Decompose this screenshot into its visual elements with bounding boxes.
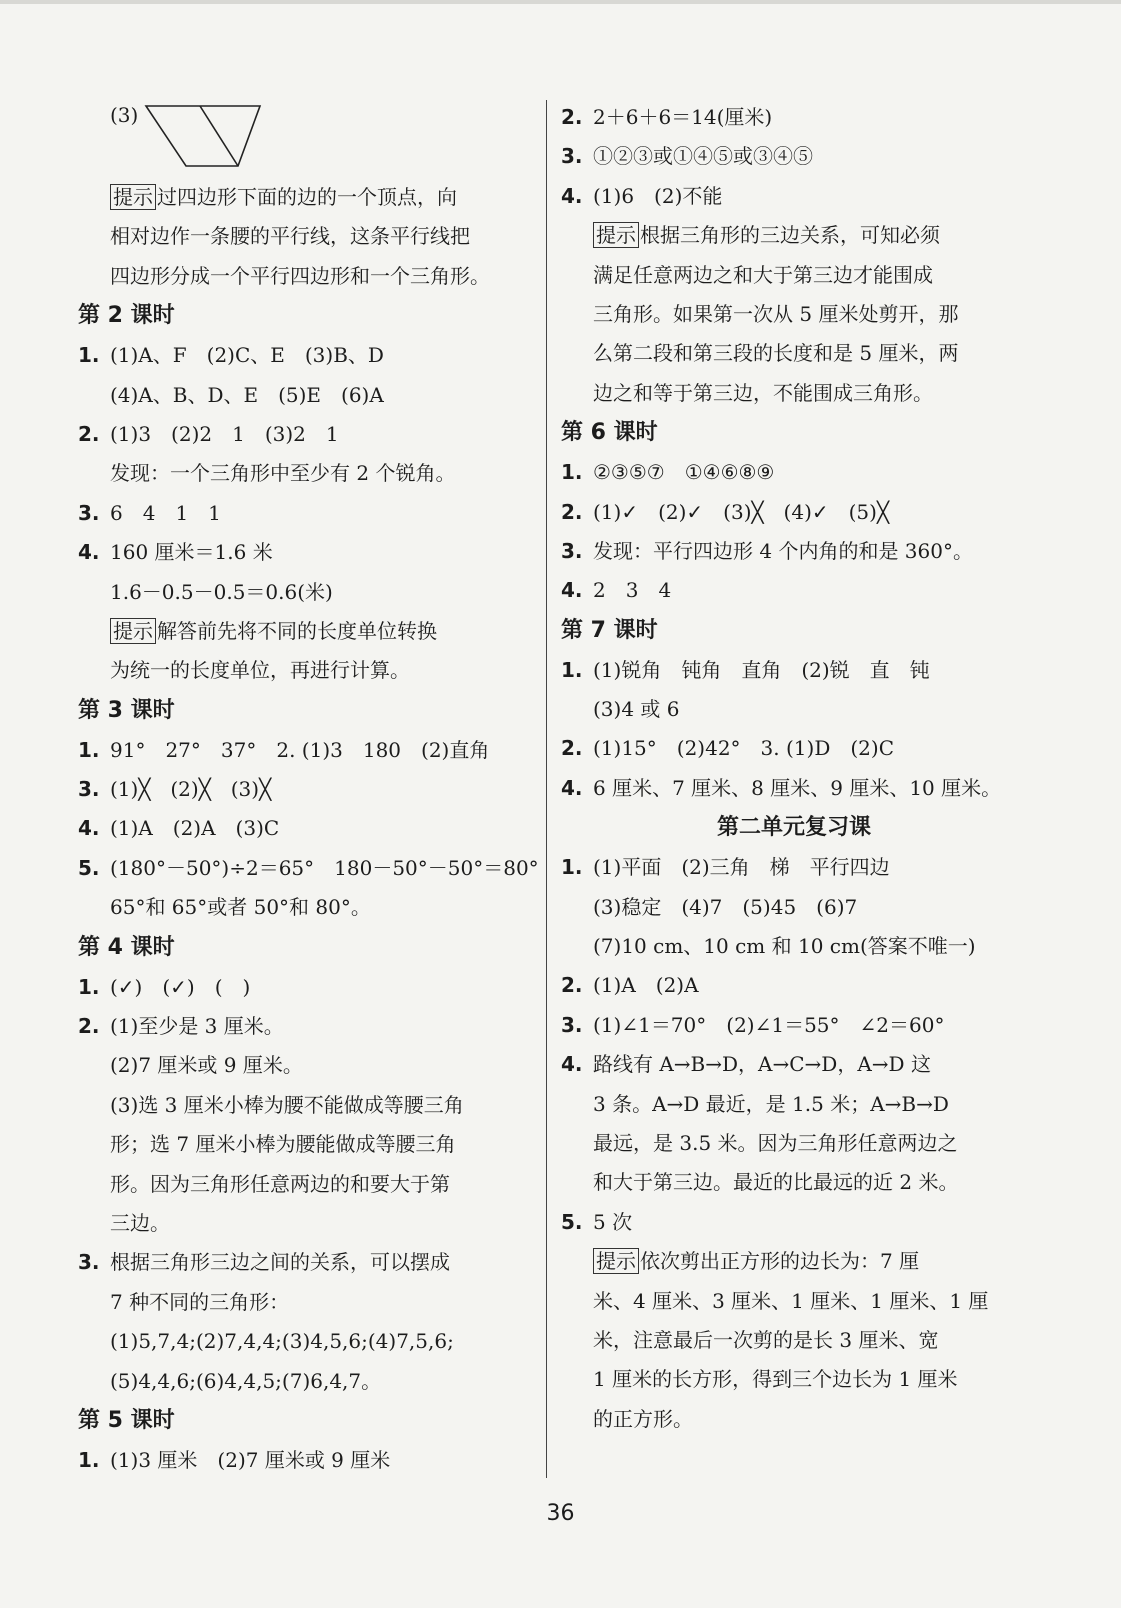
item-number: 4.	[78, 816, 100, 841]
item-number: 4.	[78, 540, 100, 565]
item-number: 4.	[561, 1052, 583, 1077]
answer-text: (1)平面 (2)三角 梯 平行四边	[593, 855, 890, 880]
answer-text: 2＋6＋6＝14(厘米)	[593, 105, 773, 129]
scan-top-edge	[0, 0, 1121, 4]
item-number: 2.	[78, 421, 100, 446]
answer-text: 发现：一个三角形中至少有 2 个锐角。	[110, 461, 456, 486]
item-number: 3.	[561, 538, 583, 563]
section-heading: 第 4 课时	[78, 934, 175, 960]
answer-line	[78, 1243, 538, 1282]
answer-line	[78, 1322, 538, 1361]
answer-text: 7 种不同的三角形：	[110, 1289, 290, 1314]
hint-line	[561, 1242, 1019, 1281]
item-number: 1.	[78, 974, 100, 999]
answer-text: (5)4,4,6;(6)4,4,5;(7)6,4,7。	[110, 1368, 382, 1393]
answer-line	[78, 1086, 538, 1125]
answer-line	[78, 849, 538, 888]
answer-line	[561, 493, 1019, 532]
answer-line	[78, 809, 538, 848]
review-heading: 第二单元复习课	[716, 815, 871, 841]
answer-line	[78, 1165, 538, 1204]
answer-text: (2)7 厘米或 9 厘米。	[110, 1053, 303, 1078]
answer-text: (1)A (2)A	[593, 973, 699, 998]
answer-line	[561, 690, 1019, 729]
item-number: 3.	[561, 144, 583, 169]
tip-label: 提示	[110, 618, 156, 644]
answer-line	[78, 573, 538, 612]
answer-text: 过四边形下面的边的一个顶点，向	[157, 185, 457, 209]
answer-text: (✓) (✓) ( )	[110, 974, 251, 999]
answer-text: 6 4 1 1	[110, 500, 221, 525]
answer-line	[78, 533, 538, 572]
answer-line	[78, 1204, 538, 1243]
answer-text: 91° 27° 37° 2. (1)3 180 (2)直角	[110, 737, 490, 762]
answer-line	[561, 137, 1019, 176]
answer-text: (1)✓ (2)✓ (3)╳ (4)✓ (5)╳	[593, 499, 890, 524]
answer-text: 解答前先将不同的长度单位转换	[157, 618, 437, 643]
item-number: 2.	[78, 1014, 100, 1039]
hint-line: 米、4 厘米、3 厘米、1 厘米、1 厘米、1 厘	[593, 1288, 989, 1313]
answer-line	[78, 968, 538, 1007]
item-number: 2.	[561, 105, 583, 129]
item-number: 3.	[78, 1250, 100, 1275]
answer-line	[561, 98, 1019, 137]
answer-text: (1)╳ (2)╳ (3)╳	[110, 777, 272, 802]
answer-text: 根据三角形的三边关系，可知必须	[640, 223, 940, 248]
item-number: 1.	[78, 1447, 100, 1472]
answer-text: 5 次	[593, 1209, 633, 1234]
answer-line	[561, 1163, 1019, 1202]
answer-line	[561, 848, 1019, 887]
hint-line: 满足任意两边之和大于第三边才能围成	[593, 262, 933, 287]
hint-line: 为统一的长度单位，再进行计算。	[110, 658, 410, 683]
figure-row	[78, 98, 538, 178]
answer-line	[78, 1283, 538, 1322]
section-heading: 第 7 课时	[561, 617, 658, 643]
answer-text: 和大于第三边。最近的比最远的近 2 米。	[593, 1170, 959, 1195]
answer-text: 形；选 7 厘米小棒为腰能做成等腰三角	[110, 1132, 456, 1157]
answer-line	[78, 454, 538, 493]
answer-line	[561, 177, 1019, 216]
answer-text: 3 条。A→D 最近，是 1.5 米；A→B→D	[593, 1091, 949, 1116]
answer-line	[561, 927, 1019, 966]
answer-line	[78, 770, 538, 809]
answer-text: (1)3 (2)2 1 (3)2 1	[110, 421, 339, 446]
item-number: 3.	[78, 777, 100, 802]
section-heading: 第 6 课时	[561, 420, 658, 446]
answer-text: (1)锐角 钝角 直角 (2)锐 直 钝	[593, 657, 930, 682]
item-number: 2.	[561, 499, 583, 524]
answer-text: 三边。	[110, 1210, 170, 1235]
answer-text: ①②③或①④⑤或③④⑤	[593, 144, 813, 169]
item-number: 1.	[561, 657, 583, 682]
answer-text: 最远，是 3.5 米。因为三角形任意两边之	[593, 1130, 958, 1155]
right-column	[561, 98, 1019, 1439]
answer-text: (4)A、B、D、E (5)E (6)A	[110, 382, 384, 407]
hint-line: 边之和等于第三边，不能围成三角形。	[593, 380, 933, 405]
answer-text: (1)5,7,4;(2)7,4,4;(3)4,5,6;(4)7,5,6;	[110, 1329, 454, 1354]
answer-line	[78, 1046, 538, 1085]
answer-text: 1.6－0.5－0.5＝0.6(米)	[110, 579, 333, 604]
answer-text: (1)∠1＝70° (2)∠1＝55° ∠2＝60°	[593, 1012, 945, 1037]
hint-line	[78, 612, 538, 651]
answer-line	[78, 1441, 538, 1480]
answer-text: (3)稳定 (4)7 (5)45 (6)7	[593, 894, 858, 919]
hint-line: 1 厘米的长方形，得到三个边长为 1 厘米	[593, 1367, 958, 1392]
section-heading: 第 5 课时	[78, 1407, 175, 1433]
answer-text: (7)10 cm、10 cm 和 10 cm(答案不唯一)	[593, 934, 976, 959]
answer-line	[561, 1203, 1019, 1242]
tip-label: 提示	[593, 1248, 639, 1274]
answer-line	[78, 1007, 538, 1046]
item-number: 3.	[561, 1012, 583, 1037]
answer-line	[78, 376, 538, 415]
answer-text: 依次剪出正方形的边长为：7 厘	[640, 1249, 920, 1274]
answer-text: (1)A (2)A (3)C	[110, 816, 280, 841]
page-number: 36	[546, 1501, 575, 1526]
trapezoid-figure	[144, 104, 264, 168]
answer-text: (180°－50°)÷2＝65° 180－50°－50°＝80°	[110, 855, 539, 880]
answer-line	[78, 494, 538, 533]
answer-line	[561, 729, 1019, 768]
section-heading: 第 2 课时	[78, 303, 175, 329]
answer-text: 6 厘米、7 厘米、8 厘米、9 厘米、10 厘米。	[593, 775, 1002, 800]
item-number: 5.	[561, 1209, 583, 1234]
hint-line: 四边形分成一个平行四边形和一个三角形。	[110, 263, 490, 288]
item-number: 1.	[78, 737, 100, 762]
answer-line	[561, 532, 1019, 571]
hint-line: 相对边作一条腰的平行线，这条平行线把	[110, 224, 470, 249]
item-number: 1.	[561, 460, 583, 485]
item-number: 1.	[561, 855, 583, 880]
answer-line	[78, 336, 538, 375]
tip-label: 提示	[110, 184, 156, 210]
answer-line	[78, 1125, 538, 1164]
answer-line	[561, 651, 1019, 690]
left-column	[78, 98, 538, 1480]
answer-line	[561, 1045, 1019, 1084]
item-number: 1.	[78, 343, 100, 368]
answer-text: 发现：平行四边形 4 个内角的和是 360°。	[593, 538, 973, 563]
answer-text: (3)4 或 6	[593, 697, 680, 722]
answer-text: 160 厘米＝1.6 米	[110, 540, 273, 565]
answer-line	[561, 453, 1019, 492]
answer-text: (1)至少是 3 厘米。	[110, 1014, 284, 1039]
column-divider	[546, 100, 547, 1478]
answer-line	[561, 769, 1019, 808]
figure-label: (3)	[110, 103, 139, 127]
answer-text: 65°和 65°或者 50°和 80°。	[110, 895, 371, 920]
item-number: 3.	[78, 500, 100, 525]
answer-text: (1)A、F (2)C、E (3)B、D	[110, 343, 384, 368]
answer-line	[561, 1085, 1019, 1124]
hint-line	[78, 178, 538, 217]
answer-text: (1)3 厘米 (2)7 厘米或 9 厘米	[110, 1447, 391, 1472]
answer-text: ②③⑤⑦ ①④⑥⑧⑨	[593, 460, 775, 485]
hint-line: 的正方形。	[593, 1406, 693, 1431]
answer-line	[78, 415, 538, 454]
answer-line	[561, 966, 1019, 1005]
tip-label: 提示	[593, 222, 639, 248]
hint-line: 么第二段和第三段的长度和是 5 厘米，两	[593, 341, 959, 366]
answer-line	[561, 888, 1019, 927]
answer-text: 2 3 4	[593, 578, 672, 603]
item-number: 4.	[561, 578, 583, 603]
answer-line	[78, 1362, 538, 1401]
item-number: 2.	[561, 973, 583, 998]
answer-text: (1)15° (2)42° 3. (1)D (2)C	[593, 736, 894, 761]
section-heading: 第 3 课时	[78, 697, 175, 723]
answer-text: 路线有 A→B→D，A→C→D，A→D 这	[593, 1052, 931, 1077]
answer-line	[561, 1124, 1019, 1163]
answer-text: 形。因为三角形任意两边的和要大于第	[110, 1171, 450, 1196]
answer-line	[561, 571, 1019, 610]
item-number: 4.	[561, 183, 583, 208]
item-number: 5.	[78, 855, 100, 880]
hint-line: 三角形。如果第一次从 5 厘米处剪开，那	[593, 301, 959, 326]
hint-line	[561, 216, 1019, 255]
answer-line	[78, 731, 538, 770]
hint-line: 米，注意最后一次剪的是长 3 厘米、宽	[593, 1327, 939, 1352]
answer-text: (3)选 3 厘米小棒为腰不能做成等腰三角	[110, 1092, 464, 1117]
item-number: 2.	[561, 736, 583, 761]
answer-text: 根据三角形三边之间的关系，可以摆成	[110, 1250, 450, 1275]
answer-line	[561, 1006, 1019, 1045]
answer-text: (1)6 (2)不能	[593, 183, 723, 208]
answer-line	[78, 888, 538, 927]
item-number: 4.	[561, 775, 583, 800]
